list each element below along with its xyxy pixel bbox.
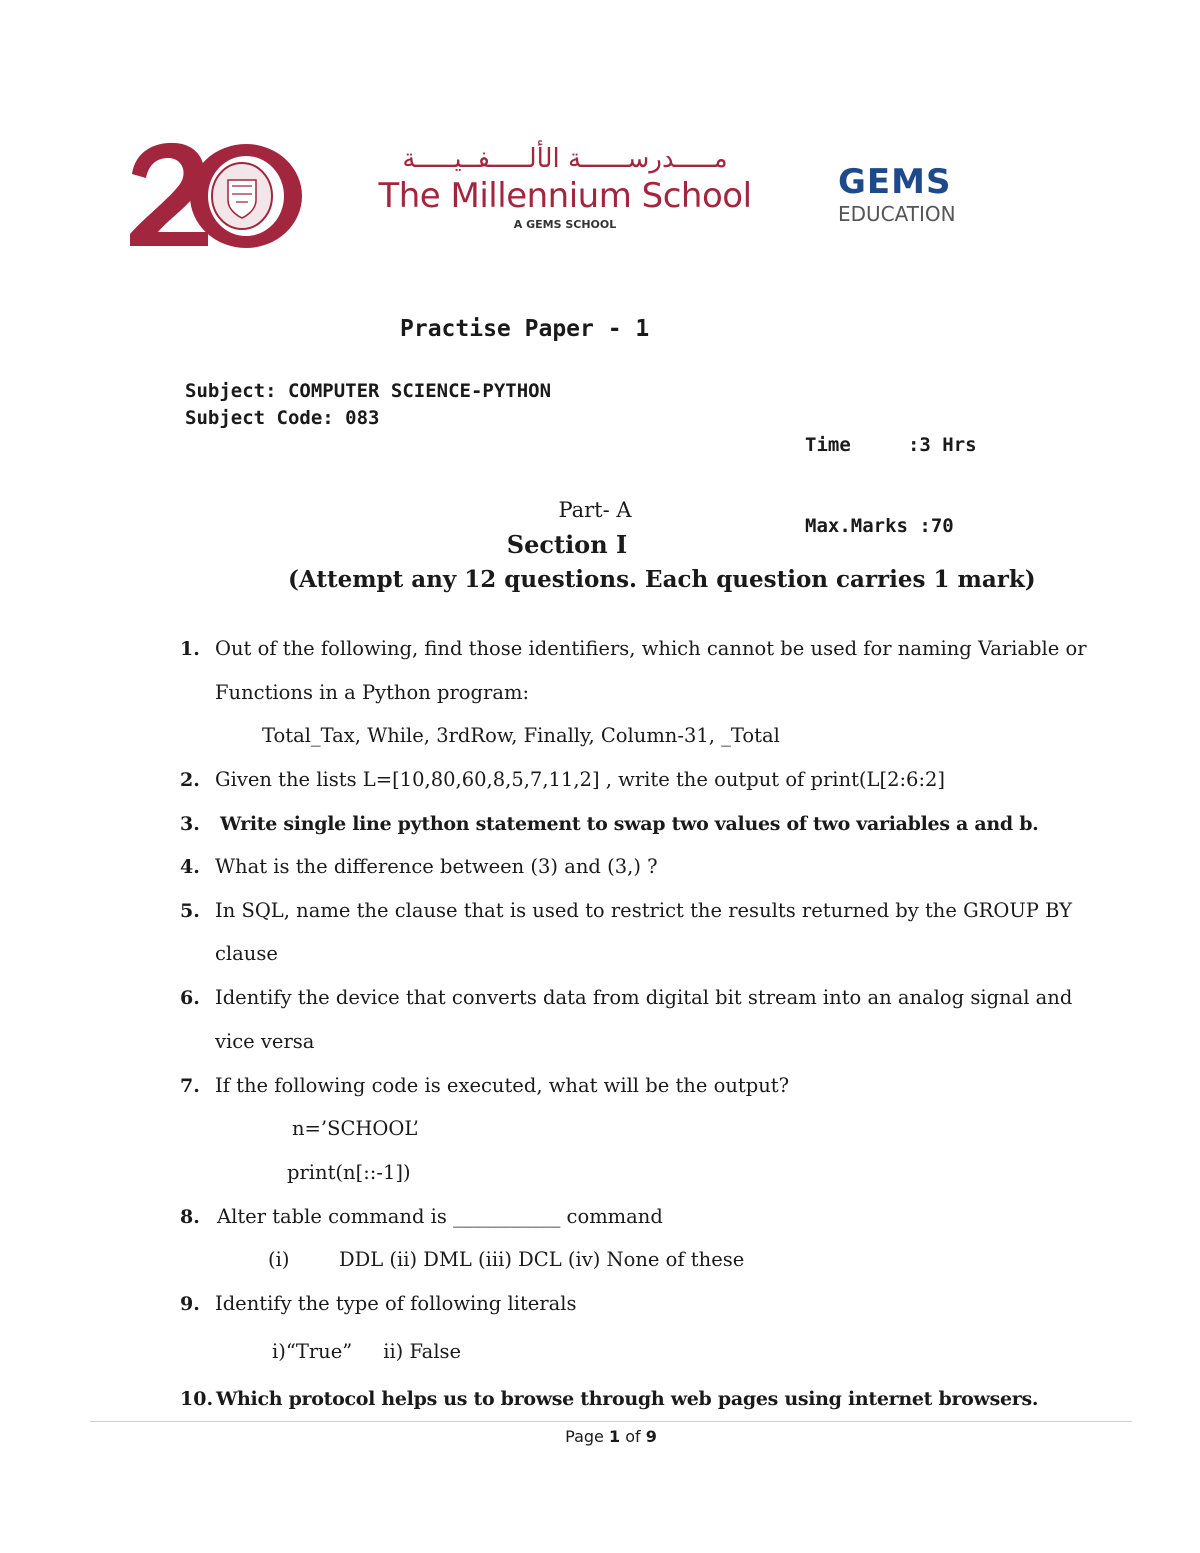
time-line: Time :3 Hrs	[805, 434, 977, 456]
footer-divider	[90, 1421, 1132, 1422]
question-text: Identify the type of following literals	[215, 1292, 577, 1315]
anniversary-20-icon	[126, 138, 306, 250]
subject-code-line: Subject Code: 083	[185, 407, 380, 429]
page-number: 1	[608, 1427, 621, 1446]
paper-title: Practise Paper - 1	[400, 316, 650, 342]
subject-info	[185, 378, 551, 432]
page-of: of	[625, 1427, 641, 1446]
question-number: 7.	[180, 1075, 200, 1097]
page-total: 9	[645, 1427, 657, 1446]
question-number: 5.	[180, 900, 200, 922]
question-text: clause	[215, 942, 278, 965]
school-logo	[355, 142, 775, 242]
question-number: 2.	[180, 769, 200, 791]
school-subtitle: A GEMS SCHOOL	[513, 218, 617, 231]
question-text: If the following code is executed, what will be the output?	[215, 1074, 790, 1097]
page-label: Page	[565, 1427, 604, 1446]
question-text: Out of the following, find those identifiers, which cannot be used for naming Variable or	[215, 637, 1087, 660]
gems-education-logo	[838, 164, 978, 234]
question-number: 3.	[180, 813, 200, 835]
gems-logo-text: GEMS	[838, 162, 952, 202]
question-number: 8.	[180, 1206, 200, 1228]
code-line: n=’SCHOOL’	[292, 1117, 419, 1140]
question-text: Given the lists L=[10,80,60,8,5,7,11,2] , write the output of print(L[2:6:2]	[215, 768, 946, 791]
max-marks-line: Max.Marks :70	[805, 515, 954, 537]
gems-education-text: EDUCATION	[838, 202, 956, 226]
question-text: Identify the device that converts data from digital bit stream into an analog signal and	[215, 986, 1073, 1009]
school-name: The Millennium School	[378, 176, 752, 216]
anniversary-logo	[126, 138, 306, 250]
section-heading: Section I	[506, 530, 628, 559]
page-footer	[0, 1427, 1200, 1446]
question-text: Write single line python statement to swap two values of two variables a and b.	[220, 813, 1039, 835]
question-options: DDL (ii) DML (iii) DCL (iv) None of these	[339, 1248, 745, 1271]
question-number: 9.	[180, 1293, 200, 1315]
question-text: Functions in a Python program:	[215, 681, 530, 704]
question-number: 10.	[180, 1388, 214, 1410]
section-instructions: (Attempt any 12 questions. Each question carries 1 mark)	[288, 566, 1036, 593]
question-text: In SQL, name the clause that is used to restrict the results returned by the GROUP BY	[215, 899, 1072, 922]
question-number: 1.	[180, 638, 200, 660]
question-text: vice versa	[215, 1030, 315, 1053]
question-number: 4.	[180, 856, 200, 878]
question-text: What is the difference between (3) and (3,) ?	[215, 855, 658, 878]
subject-line: Subject: COMPUTER SCIENCE-PYTHON	[185, 380, 552, 402]
option-marker: (i)	[268, 1248, 290, 1271]
question-text: Alter table command is ___________ command	[217, 1205, 663, 1228]
question-number: 6.	[180, 987, 200, 1009]
code-line: print(n[::-1])	[287, 1161, 411, 1184]
question-text: Which protocol helps us to browse through web pages using internet browsers.	[216, 1388, 1039, 1410]
question-text: Total_Tax, While, 3rdRow, Finally, Column-31, _Total	[262, 724, 780, 747]
question-options: i)“True” ii) False	[272, 1340, 462, 1363]
school-arabic-name: مـــــدرســــــة الألـــــفــيـــــة	[402, 144, 728, 174]
part-heading: Part- A	[558, 498, 632, 522]
